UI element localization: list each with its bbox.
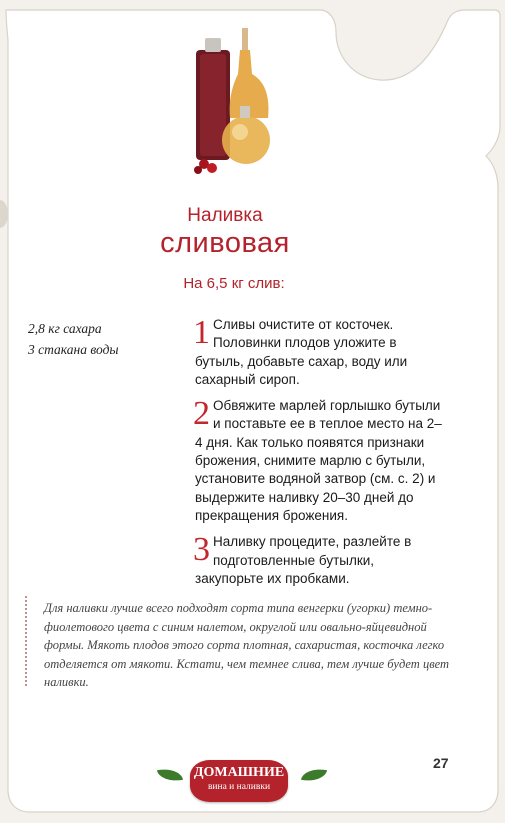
- ingredients-list: [28, 318, 188, 360]
- liqueur-bottles-image: [190, 28, 280, 178]
- steps-list: [195, 316, 445, 596]
- badge-subtitle: вина и наливки: [207, 782, 271, 792]
- recipe-title-line2: сливовая: [160, 227, 290, 259]
- step-text: Обвяжите марлей горлышко бутыли и поставьте ее в теплое место на 2–4 дня. Как только появятся признаки брожения, снимите марлю с бутыли, установите водяной затвор (см. с. 2) и выдержите наливку 20–30 дней до прекращения брожения.: [195, 398, 442, 523]
- page-number: 27: [433, 755, 449, 771]
- recipe-yield: На 6,5 кг слив:: [183, 275, 285, 292]
- step-2: [195, 397, 445, 525]
- series-badge: [190, 760, 288, 802]
- note-divider: [25, 596, 31, 686]
- step-number: 2: [193, 395, 210, 433]
- ingredient-item: 3 стакана воды: [28, 342, 119, 357]
- step-3: [195, 533, 445, 588]
- step-number: 1: [193, 314, 210, 351]
- step-text: Наливку процедите, разлейте в подготовленные бутылки, закупорьте их пробками.: [195, 534, 412, 586]
- step-number: 3: [193, 531, 210, 569]
- recipe-title-line1: Наливка: [187, 205, 263, 226]
- badge-title: ДОМАШНИЕ: [193, 765, 285, 780]
- ingredient-item: 2,8 кг сахара: [28, 321, 102, 336]
- step-1: [195, 316, 445, 389]
- recipe-note: Для наливки лучше всего подходят сорта типа венгерки (угорки) темно-фиолетового цвета с синим налетом, округлой или овально-яйцевидной формы. Мякоть плодов этого сорта плотная, сахаристая, косточка легко отделяется от мякоти. Кстати, чем темнее слива, тем лучше будет цвет наливки.: [44, 601, 450, 689]
- step-text: Сливы очистите от косточек. Половинки плодов уложите в бутыль, добавьте сахар, воду или сахарный сироп.: [195, 317, 408, 387]
